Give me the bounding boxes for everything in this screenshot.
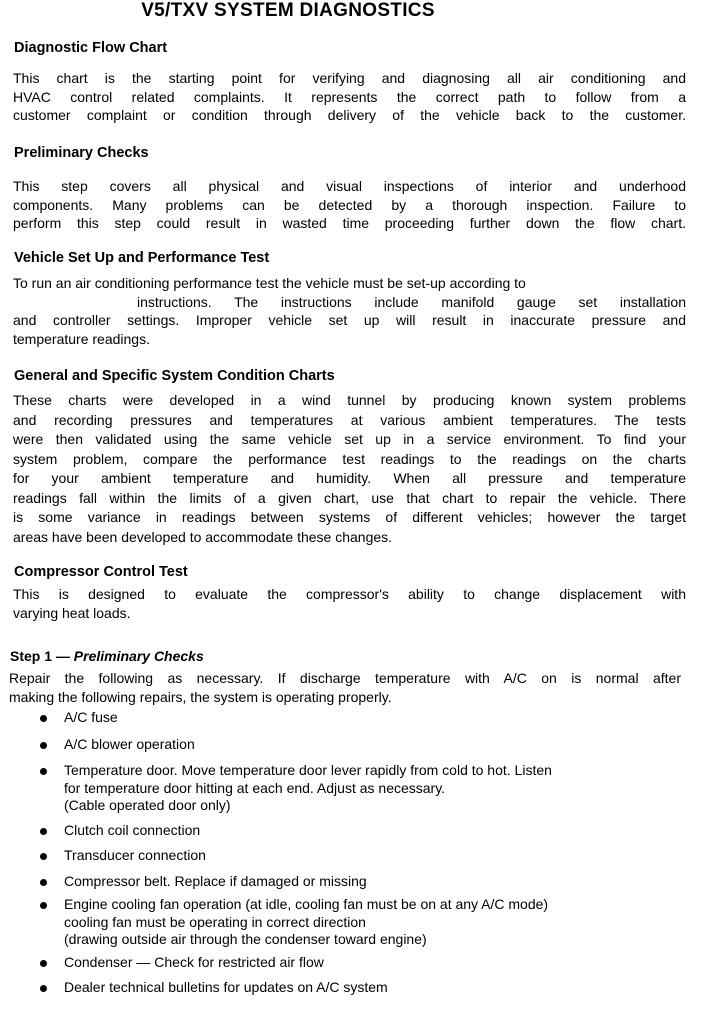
section-body-system-condition-charts: [13, 391, 686, 547]
section-heading-compressor-control-test: Compressor Control Test: [14, 564, 188, 580]
text-line: This is designed to evaluate the compressor's ability to change displacement with: [13, 586, 686, 602]
text-line: This chart is the starting point for verifying and diagnosing all air conditioning and: [13, 70, 686, 86]
text-line: is some variance in readings between systems of different vehicles; however the target: [13, 509, 686, 525]
text-line: To run an air conditioning performance test the vehicle must be set-up according to: [13, 275, 526, 291]
bullet-icon: [40, 715, 47, 722]
page-title: V5/TXV SYSTEM DIAGNOSTICS: [141, 0, 435, 21]
bullet-icon: [40, 902, 47, 909]
list-item-text: Temperature door. Move temperature door lever rapidly from cold to hot. Listen: [64, 762, 552, 778]
section-body-vehicle-set-up: [13, 274, 686, 349]
list-item: [38, 736, 688, 754]
step-1-heading: [10, 648, 204, 664]
list-item-text: Clutch coil connection: [64, 821, 201, 838]
text-line: making the following repairs, the system is operating properly.: [9, 688, 392, 705]
text-line: system problem, compare the performance test readings to the readings on the charts: [13, 450, 686, 467]
text-line: for your ambient temperature and humidity. When all pressure and temperature: [13, 470, 686, 486]
section-heading-system-condition-charts: General and Specific System Condition Charts: [14, 368, 335, 384]
text-line: and recording pressures and temperatures at various ambient temperatures. The tests: [13, 411, 686, 428]
list-item: [38, 709, 688, 727]
list-item-text: A/C fuse: [64, 709, 118, 725]
text-line: were then validated using the same vehicle set up in a service environment. To find your: [13, 431, 686, 447]
text-line: components. Many problems can be detected by a thorough inspection. Failure to: [13, 196, 686, 213]
bullet-icon: [40, 742, 47, 749]
bullet-icon: [40, 768, 47, 775]
list-item: [38, 896, 688, 949]
list-item-text: Dealer technical bulletins for updates on A/C system: [64, 979, 388, 995]
list-item-text: (drawing outside air through the condenser toward engine): [64, 931, 427, 947]
bullet-icon: [40, 985, 47, 992]
text-line: temperature readings.: [13, 331, 150, 348]
list-item-text: Transducer connection: [64, 847, 206, 863]
section-heading-diagnostic-flow-chart: Diagnostic Flow Chart: [14, 40, 168, 56]
preliminary-checks-list: [38, 709, 688, 997]
text-line: perform this step could result in wasted time proceeding further down the flow chart.: [13, 215, 686, 232]
text-line: and controller settings. Improper vehicle set up will result in inaccurate pressure and: [13, 312, 686, 329]
bullet-icon: [40, 853, 47, 860]
list-item-text: (Cable operated door only): [64, 797, 231, 813]
list-item-text: Compressor belt. Replace if damaged or missing: [64, 872, 367, 889]
text-line: Repair the following as necessary. If discharge temperature with A/C on is normal after: [9, 670, 681, 686]
list-item: [38, 822, 688, 840]
bullet-icon: [40, 879, 47, 886]
list-item: [38, 954, 688, 972]
step-1-intro: [9, 669, 681, 706]
list-item: [38, 762, 688, 815]
text-line: varying heat loads.: [13, 604, 131, 621]
list-item: [38, 979, 688, 997]
list-item-text: for temperature door hitting at each end. Adjust as necessary.: [64, 779, 446, 796]
list-item: [38, 873, 688, 891]
text-line: customer complaint or condition through delivery of the vehicle back to the customer.: [13, 107, 686, 124]
text-line: HVAC control related complaints. It represents the correct path to follow from a: [13, 88, 686, 105]
list-item-text: A/C blower operation: [64, 735, 195, 752]
text-line: These charts were developed in a wind tunnel by producing known system problems: [13, 392, 686, 408]
text-line: areas have been developed to accommodate these changes.: [13, 528, 393, 545]
text-line: This step covers all physical and visual inspections of interior and underhood: [13, 178, 686, 194]
text-line: instructions. The instructions include manifold gauge set installation: [137, 293, 686, 310]
list-item-text: Engine cooling fan operation (at idle, cooling fan must be on at any A/C mode): [64, 896, 549, 912]
section-heading-preliminary-checks: Preliminary Checks: [14, 145, 149, 161]
step-1-label: Step 1 —: [10, 648, 70, 664]
section-body-preliminary-checks: [13, 177, 686, 233]
bullet-icon: [40, 960, 47, 967]
list-item: [38, 847, 688, 865]
section-heading-vehicle-set-up: Vehicle Set Up and Performance Test: [14, 250, 270, 266]
section-body-compressor-control-test: [13, 585, 686, 622]
step-1-title: Preliminary Checks: [73, 648, 204, 664]
list-item-text: Condenser — Check for restricted air flow: [64, 953, 324, 970]
text-line: readings fall within the limits of a given chart, use that chart to repair the vehicle. There: [13, 489, 686, 506]
section-body-diagnostic-flow-chart: [13, 69, 686, 125]
list-item-text: cooling fan must be operating in correct direction: [64, 913, 366, 930]
bullet-icon: [40, 828, 47, 835]
